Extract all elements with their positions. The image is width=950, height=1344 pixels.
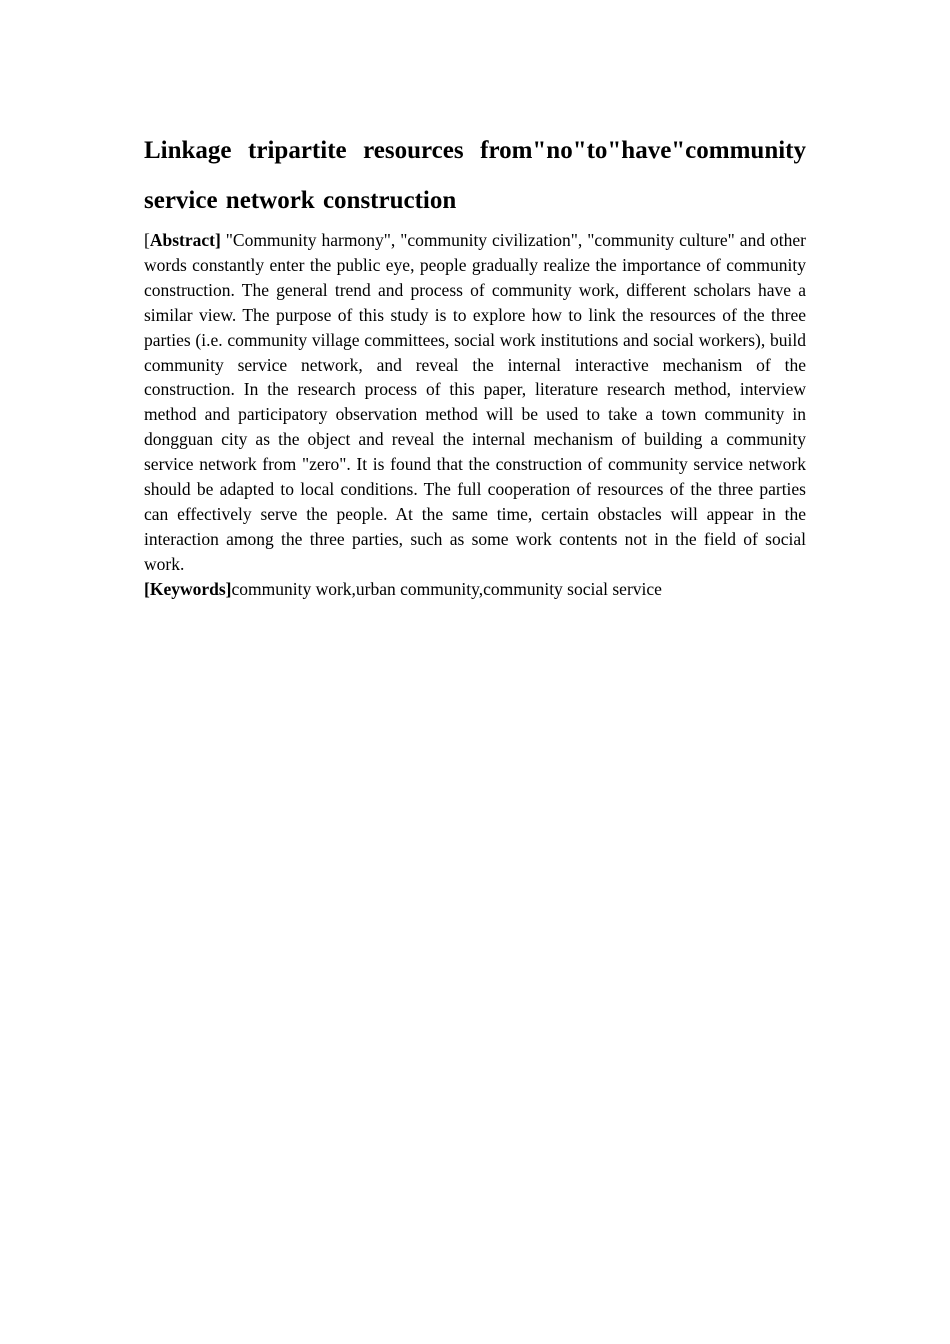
abstract-open-bracket: [ — [144, 230, 150, 250]
document-title: Linkage tripartite resources from"no"to"have"community service network construction — [144, 137, 806, 214]
document-page — [144, 126, 806, 602]
keywords-paragraph — [144, 577, 806, 602]
abstract-label: Abstract] — [149, 230, 221, 250]
keywords-label: [Keywords] — [144, 578, 232, 599]
abstract-paragraph — [144, 228, 806, 577]
keywords-text: community work,urban community,community social service — [231, 578, 662, 599]
abstract-text: "Community harmony", "community civilization", "community culture" and other words constantly enter the public eye, people gradually realize the importance of community construction. The general trend and process of community work, different scholars have a similar view. The purpose of this study is to explore how to link the resources of the three parties (i.e. community village committees, social work institutions and social workers), build community service network, and reveal the internal interactive mechanism of the construction. In the research process of this paper, literature research method, interview method and participatory observation method will be used to take a town community in dongguan city as the object and reveal the internal mechanism of building a community service network from "zero". It is found that the construction of community service network should be adapted to local conditions. The full cooperation of resources of the three parties can effectively serve the people. At the same time, certain obstacles will appear in the interaction among the three parties, such as some work contents not in the field of social work. — [144, 230, 806, 574]
